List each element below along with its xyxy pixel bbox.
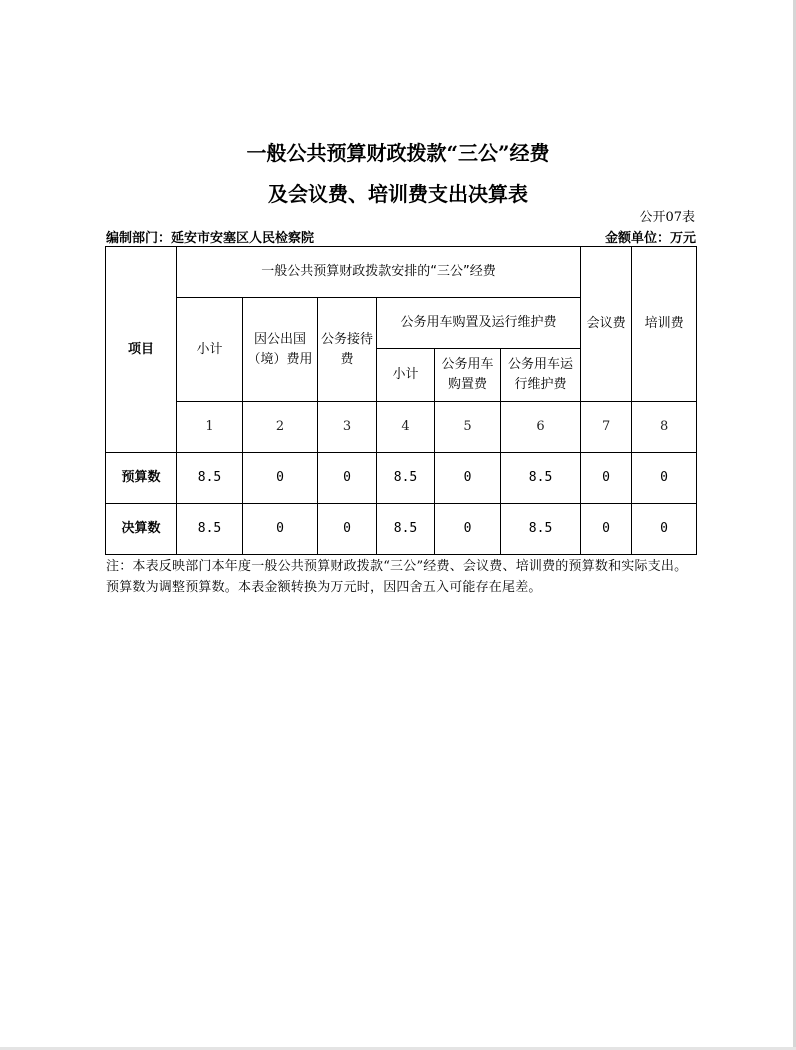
cell-value: 0 xyxy=(632,504,697,555)
header-subtotal: 小计 xyxy=(177,298,243,402)
col-index: 8 xyxy=(632,402,697,453)
col-index: 1 xyxy=(177,402,243,453)
header-vehicle-group: 公务用车购置及运行维护费 xyxy=(377,298,581,349)
cell-value: 8.5 xyxy=(501,453,581,504)
expense-table xyxy=(105,246,697,555)
footnote: 注：本表反映部门本年度一般公共预算财政拨款“三公”经费、会议费、培训费的预算数和实际支出。预算数为调整预算数。本表金额转换为万元时，因四舍五入可能存在尾差。 xyxy=(106,559,688,595)
header-vehicle-purchase: 公务用车购置费 xyxy=(435,349,501,402)
form-number: 公开07表 xyxy=(639,210,695,225)
cell-value: 8.5 xyxy=(177,453,243,504)
cell-value: 0 xyxy=(243,453,318,504)
header-training: 培训费 xyxy=(632,247,697,402)
table-row xyxy=(106,453,697,504)
cell-value: 0 xyxy=(632,453,697,504)
unit-label: 金额单位：万元 xyxy=(604,231,696,246)
org-label: 编制部门：延安市安塞区人民检察院 xyxy=(106,231,315,246)
cell-value: 8.5 xyxy=(177,504,243,555)
header-meeting: 会议费 xyxy=(581,247,632,402)
row-label: 决算数 xyxy=(106,504,177,555)
col-index: 7 xyxy=(581,402,632,453)
cell-value: 0 xyxy=(318,504,377,555)
cell-value: 0 xyxy=(318,453,377,504)
report-title-line1: 一般公共预算财政拨款“三公”经费 xyxy=(246,141,550,165)
report-title-line2: 及会议费、培训费支出决算表 xyxy=(268,182,528,206)
col-index: 5 xyxy=(435,402,501,453)
cell-value: 0 xyxy=(581,453,632,504)
col-index: 2 xyxy=(243,402,318,453)
col-index: 3 xyxy=(318,402,377,453)
header-item: 项目 xyxy=(106,247,177,453)
header-vehicle-subtotal: 小计 xyxy=(377,349,435,402)
header-vehicle-maint: 公务用车运行维护费 xyxy=(501,349,581,402)
header-sangong-group: 一般公共预算财政拨款安排的“三公”经费 xyxy=(177,247,581,298)
table-row xyxy=(106,504,697,555)
col-index: 4 xyxy=(377,402,435,453)
cell-value: 0 xyxy=(435,504,501,555)
col-index: 6 xyxy=(501,402,581,453)
row-label: 预算数 xyxy=(106,453,177,504)
cell-value: 8.5 xyxy=(377,504,435,555)
cell-value: 0 xyxy=(581,504,632,555)
cell-value: 0 xyxy=(243,504,318,555)
cell-value: 8.5 xyxy=(501,504,581,555)
cell-value: 0 xyxy=(435,453,501,504)
header-abroad: 因公出国（境）费用 xyxy=(243,298,318,402)
cell-value: 8.5 xyxy=(377,453,435,504)
header-reception: 公务接待费 xyxy=(318,298,377,402)
